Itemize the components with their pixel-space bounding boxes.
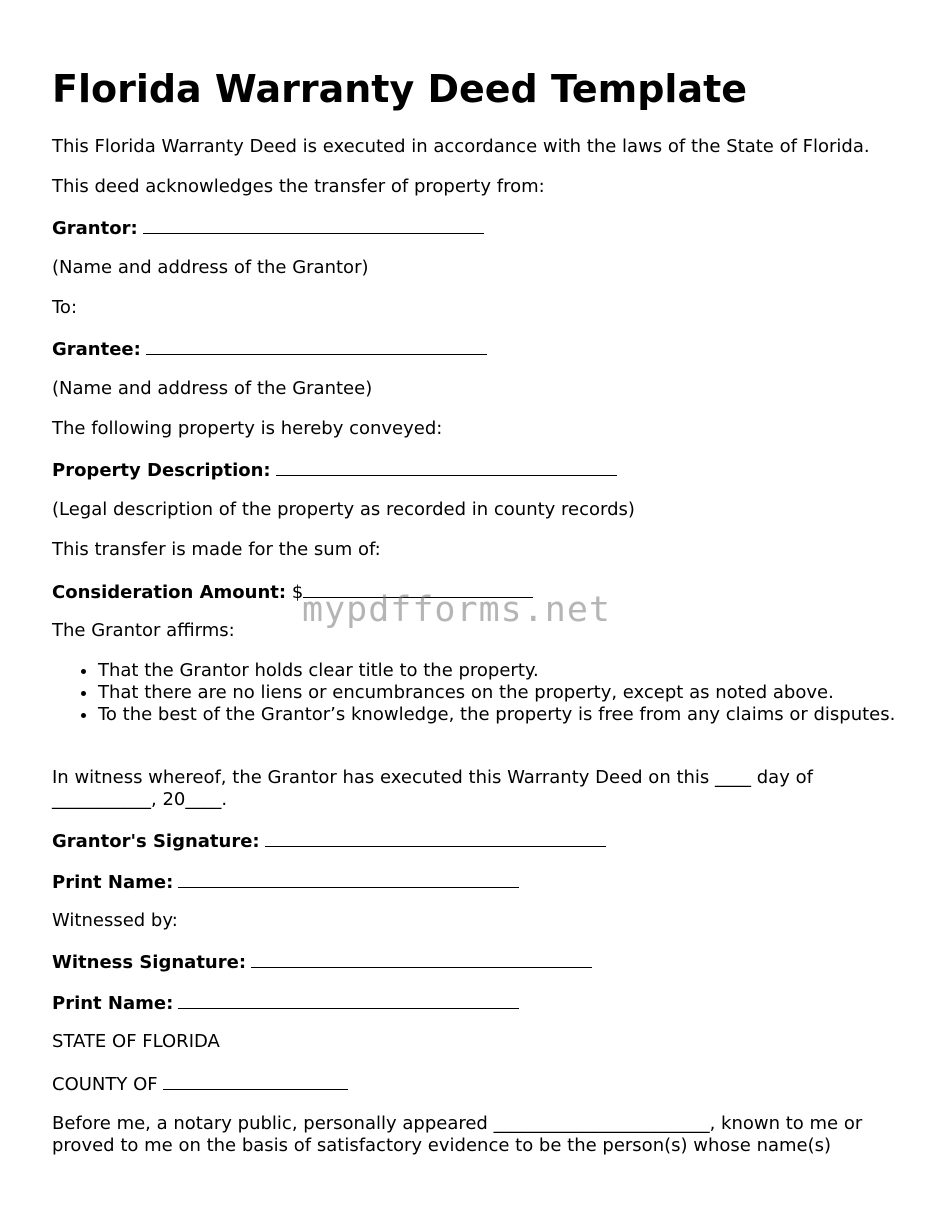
witness-signature-field xyxy=(52,950,592,974)
to-text: To: xyxy=(52,297,78,318)
conveyed-text: The following property is hereby conveyed: xyxy=(52,418,443,439)
witness-clause-text: day of xyxy=(751,767,813,788)
watermark: mypdfforms.net xyxy=(302,590,612,630)
affirmations-list xyxy=(52,660,903,726)
property-label: Property Description: xyxy=(52,460,271,481)
print-name-blank-1[interactable] xyxy=(178,870,519,888)
currency-sign: $ xyxy=(291,582,304,603)
grantor-signature-label: Grantor's Signature: xyxy=(52,831,260,852)
witness-clause xyxy=(52,767,897,811)
print-name-label: Print Name: xyxy=(52,993,174,1014)
month-blank[interactable]: ___________ xyxy=(52,789,151,810)
county-label: COUNTY OF xyxy=(52,1074,158,1095)
list-item: • To the best of the Grantor’s knowledge, the property is free from any claims or disputes. xyxy=(98,704,903,726)
notary-name-blank[interactable]: ________________________ xyxy=(493,1113,710,1134)
witnessed-by-text: Witnessed by: xyxy=(52,910,178,931)
year-blank[interactable]: ____ xyxy=(185,789,222,810)
state-text: STATE OF FLORIDA xyxy=(52,1031,220,1052)
intro-text: This Florida Warranty Deed is executed in accordance with the laws of the State of Florida. xyxy=(52,136,870,157)
grantor-signature-field xyxy=(52,829,606,853)
grantee-note: (Name and address of the Grantee) xyxy=(52,378,373,399)
print-name-field-1 xyxy=(52,870,519,894)
grantor-field xyxy=(52,216,484,240)
grantor-label: Grantor: xyxy=(52,218,138,239)
witness-signature-blank[interactable] xyxy=(251,950,592,968)
list-item: • That the Grantor holds clear title to the property. xyxy=(98,660,903,682)
grantee-blank[interactable] xyxy=(146,337,487,355)
grantee-field xyxy=(52,337,487,361)
witness-clause-text: , 20 xyxy=(151,789,186,810)
acknowledge-text: This deed acknowledges the transfer of property from: xyxy=(52,176,545,197)
sum-intro-text: This transfer is made for the sum of: xyxy=(52,539,381,560)
witness-signature-label: Witness Signature: xyxy=(52,952,247,973)
notary-text-part: Before me, a notary public, personally appeared xyxy=(52,1113,494,1134)
notary-text-part: , known to me or proved to me on the basis of satisfactory evidence to be the person(s) whose name(s) xyxy=(52,1113,863,1156)
grantor-blank[interactable] xyxy=(143,216,484,234)
print-name-label: Print Name: xyxy=(52,872,174,893)
grantor-signature-blank[interactable] xyxy=(265,829,606,847)
property-note: (Legal description of the property as recorded in county records) xyxy=(52,499,635,520)
property-blank[interactable] xyxy=(276,458,617,476)
notary-text xyxy=(52,1113,897,1157)
property-field xyxy=(52,458,617,482)
consideration-label: Consideration Amount: xyxy=(52,582,287,603)
witness-clause-text: In witness whereof, the Grantor has executed this Warranty Deed on this xyxy=(52,767,716,788)
print-name-blank-2[interactable] xyxy=(178,991,519,1009)
list-item: • That there are no liens or encumbrances on the property, except as noted above. xyxy=(98,682,903,704)
county-field xyxy=(52,1072,348,1096)
affirms-text: The Grantor affirms: xyxy=(52,620,235,641)
county-blank[interactable] xyxy=(163,1072,348,1090)
witness-clause-text: . xyxy=(221,789,228,810)
day-blank[interactable]: ____ xyxy=(715,767,752,788)
print-name-field-2 xyxy=(52,991,519,1015)
grantor-note: (Name and address of the Grantor) xyxy=(52,257,369,278)
page-title: Florida Warranty Deed Template xyxy=(52,67,748,111)
grantee-label: Grantee: xyxy=(52,339,141,360)
